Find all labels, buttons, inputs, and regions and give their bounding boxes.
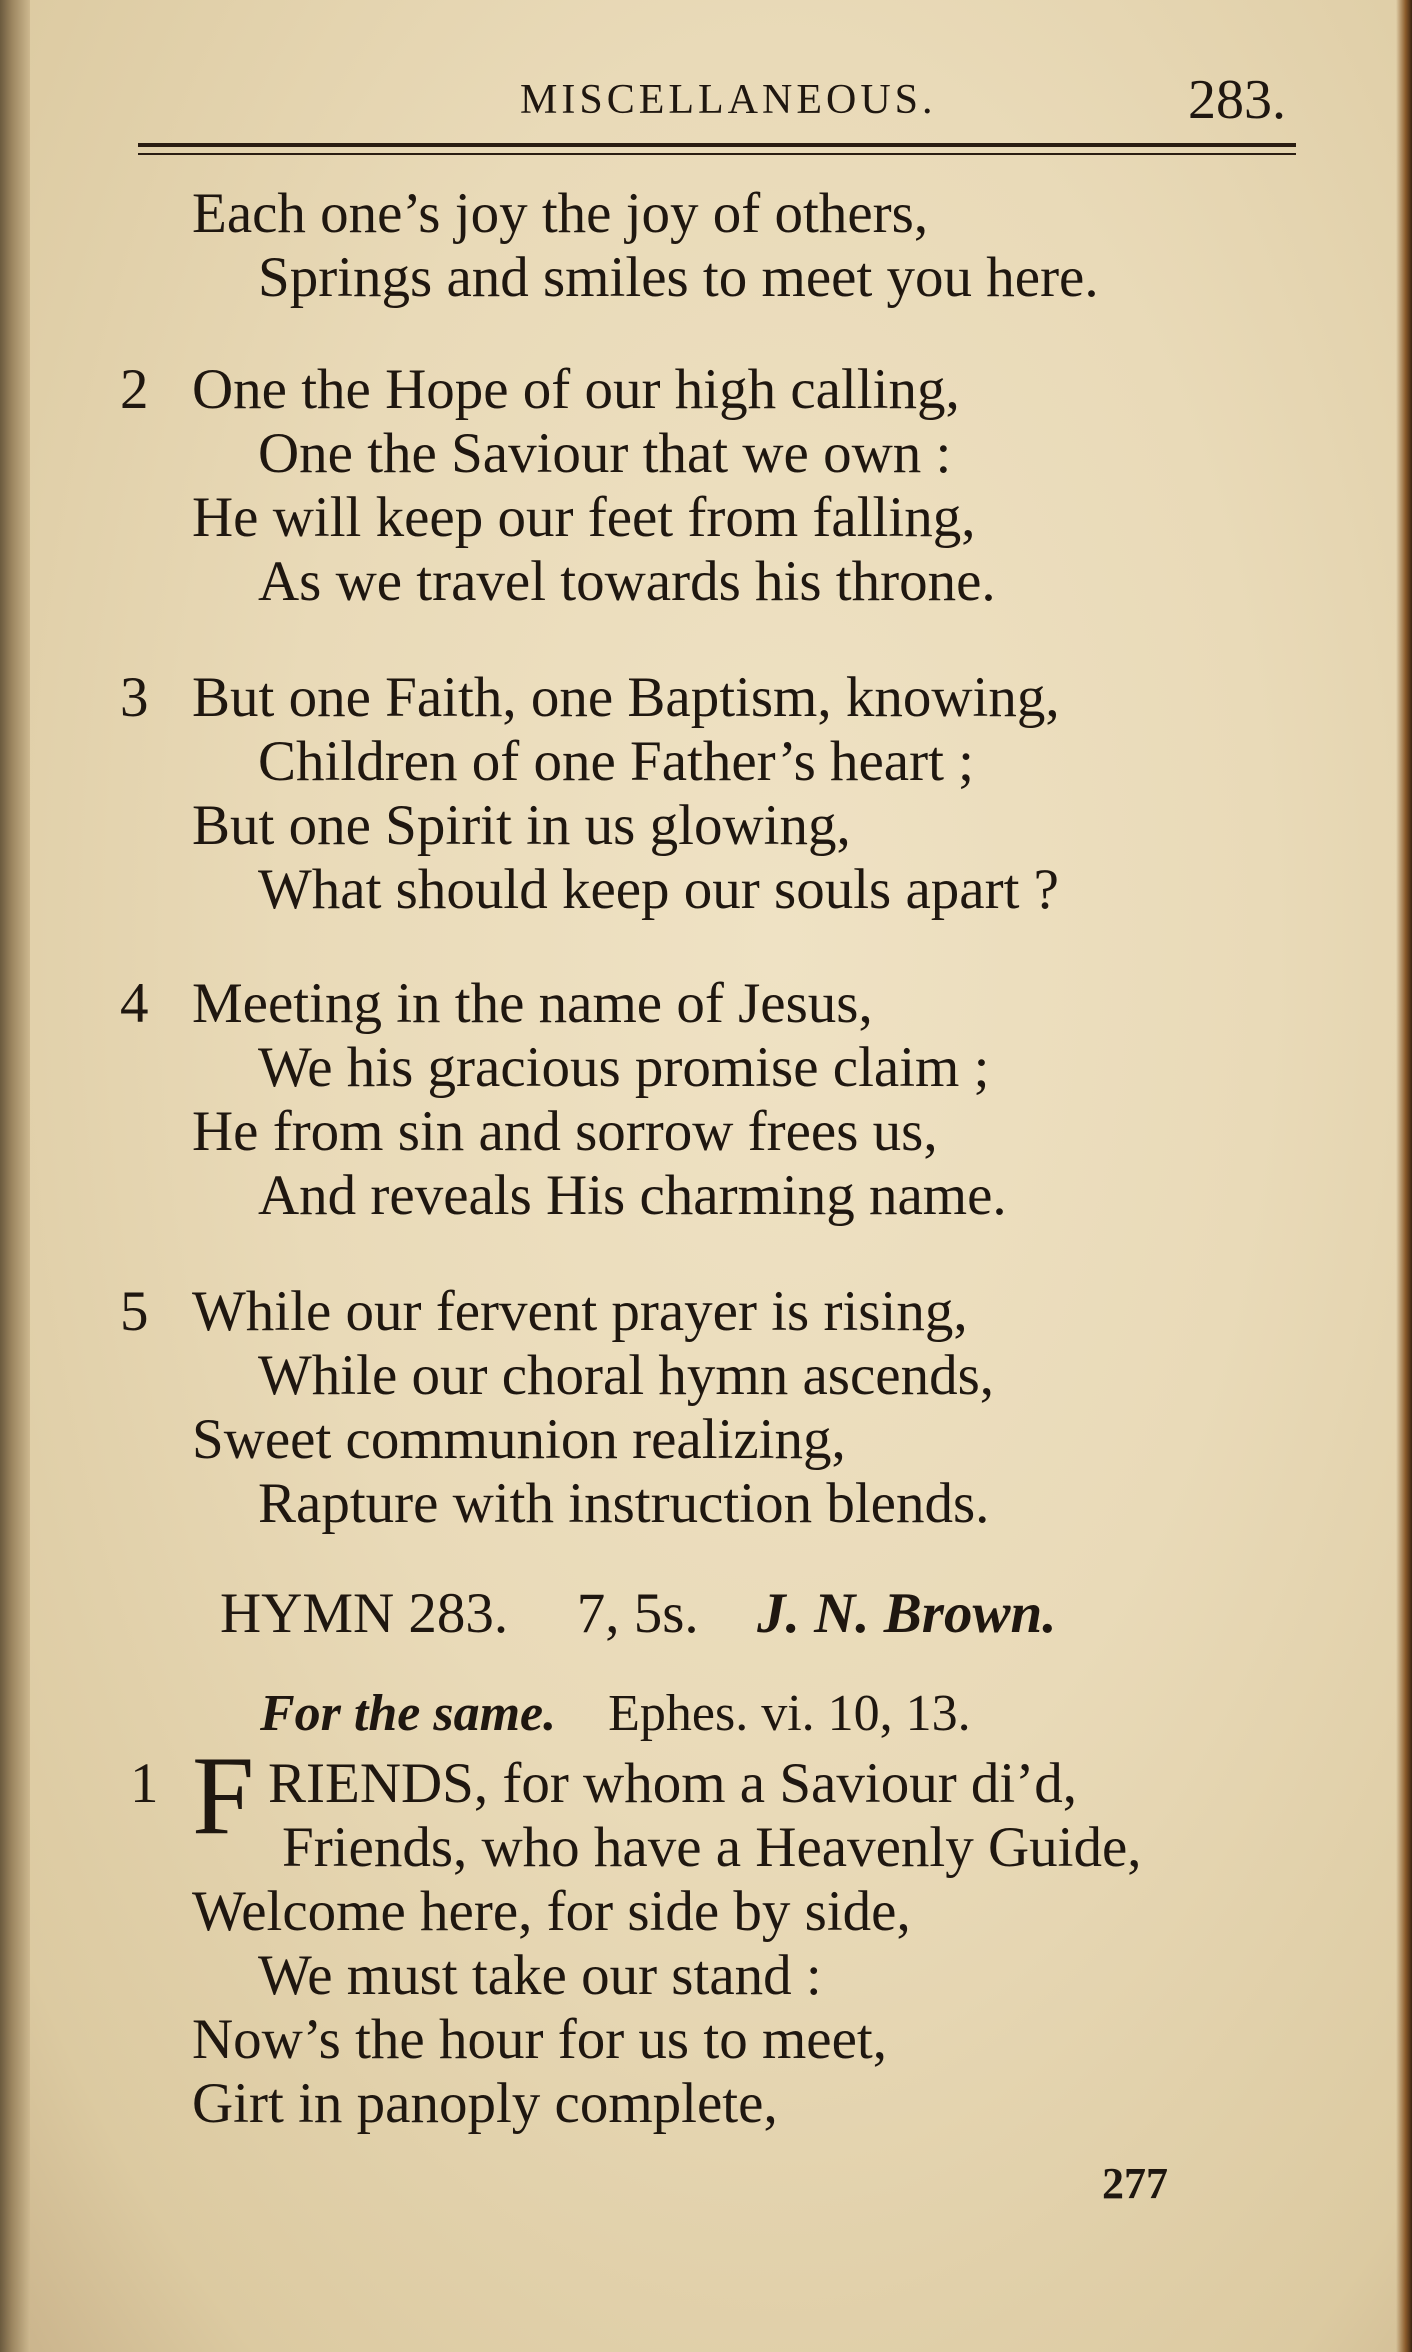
verse-line: While our choral hymn ascends,	[258, 1344, 995, 1407]
hymn-scripture: Ephes. vi. 10, 13.	[608, 1685, 971, 1742]
hymn-heading	[220, 1582, 1056, 1646]
verse-line: Sweet communion realizing,	[192, 1408, 846, 1471]
verse-line: RIENDS, for whom a Saviour di’d,	[268, 1752, 1077, 1815]
verse-line: He from sin and sorrow frees us,	[192, 1100, 938, 1163]
section-title: MISCELLANEOUS.	[520, 77, 937, 123]
drop-cap: F	[192, 1734, 255, 1858]
verse-line: But one Faith, one Baptism, knowing,	[192, 666, 1060, 729]
verse-line: Each one’s joy the joy of others,	[192, 182, 929, 245]
header-rule-thin	[138, 153, 1296, 155]
verse-line: But one Spirit in us glowing,	[192, 794, 851, 857]
stanza-number: 4	[120, 972, 149, 1035]
verse-line: We his gracious promise claim ;	[258, 1036, 990, 1099]
verse-line: We must take our stand :	[258, 1944, 822, 2007]
hymn-author: J. N. Brown.	[757, 1582, 1057, 1645]
verse-line: While our fervent prayer is rising,	[192, 1280, 968, 1343]
stanza-number: 1	[130, 1752, 159, 1815]
verse-line: One the Hope of our high calling,	[192, 358, 960, 421]
verse-line: Now’s the hour for us to meet,	[192, 2008, 887, 2071]
verse-line: Rapture with instruction blends.	[258, 1472, 990, 1535]
stanza-number: 2	[120, 358, 149, 421]
binding-edge	[0, 0, 30, 2352]
verse-line: One the Saviour that we own :	[258, 422, 952, 485]
verse-line: He will keep our feet from falling,	[192, 486, 976, 549]
stanza-number: 5	[120, 1280, 149, 1343]
verse-line: As we travel towards his throne.	[258, 550, 996, 613]
running-header	[0, 68, 1412, 138]
page-number: 283.	[1188, 69, 1286, 131]
hymn-occasion: For the same.	[260, 1685, 557, 1742]
verse-line: Meeting in the name of Jesus,	[192, 972, 873, 1035]
verse-line: Children of one Father’s heart ;	[258, 730, 975, 793]
page-edge	[1396, 0, 1412, 2352]
verse-line: Friends, who have a Heavenly Guide,	[282, 1816, 1142, 1879]
hymn-subheading	[260, 1682, 971, 1746]
verse-line: What should keep our souls apart ?	[258, 858, 1059, 921]
verse-line: Springs and smiles to meet you here.	[258, 246, 1099, 309]
verse-line: And reveals His charming name.	[258, 1164, 1007, 1227]
verse-line: Welcome here, for side by side,	[192, 1880, 911, 1943]
hymn-label: HYMN 283.	[220, 1582, 509, 1645]
signature-number: 277	[1102, 2159, 1168, 2208]
verse-line: Girt in panoply complete,	[192, 2072, 778, 2135]
hymn-meter: 7, 5s.	[576, 1582, 699, 1645]
stanza-number: 3	[120, 666, 149, 729]
header-rule	[138, 143, 1296, 147]
